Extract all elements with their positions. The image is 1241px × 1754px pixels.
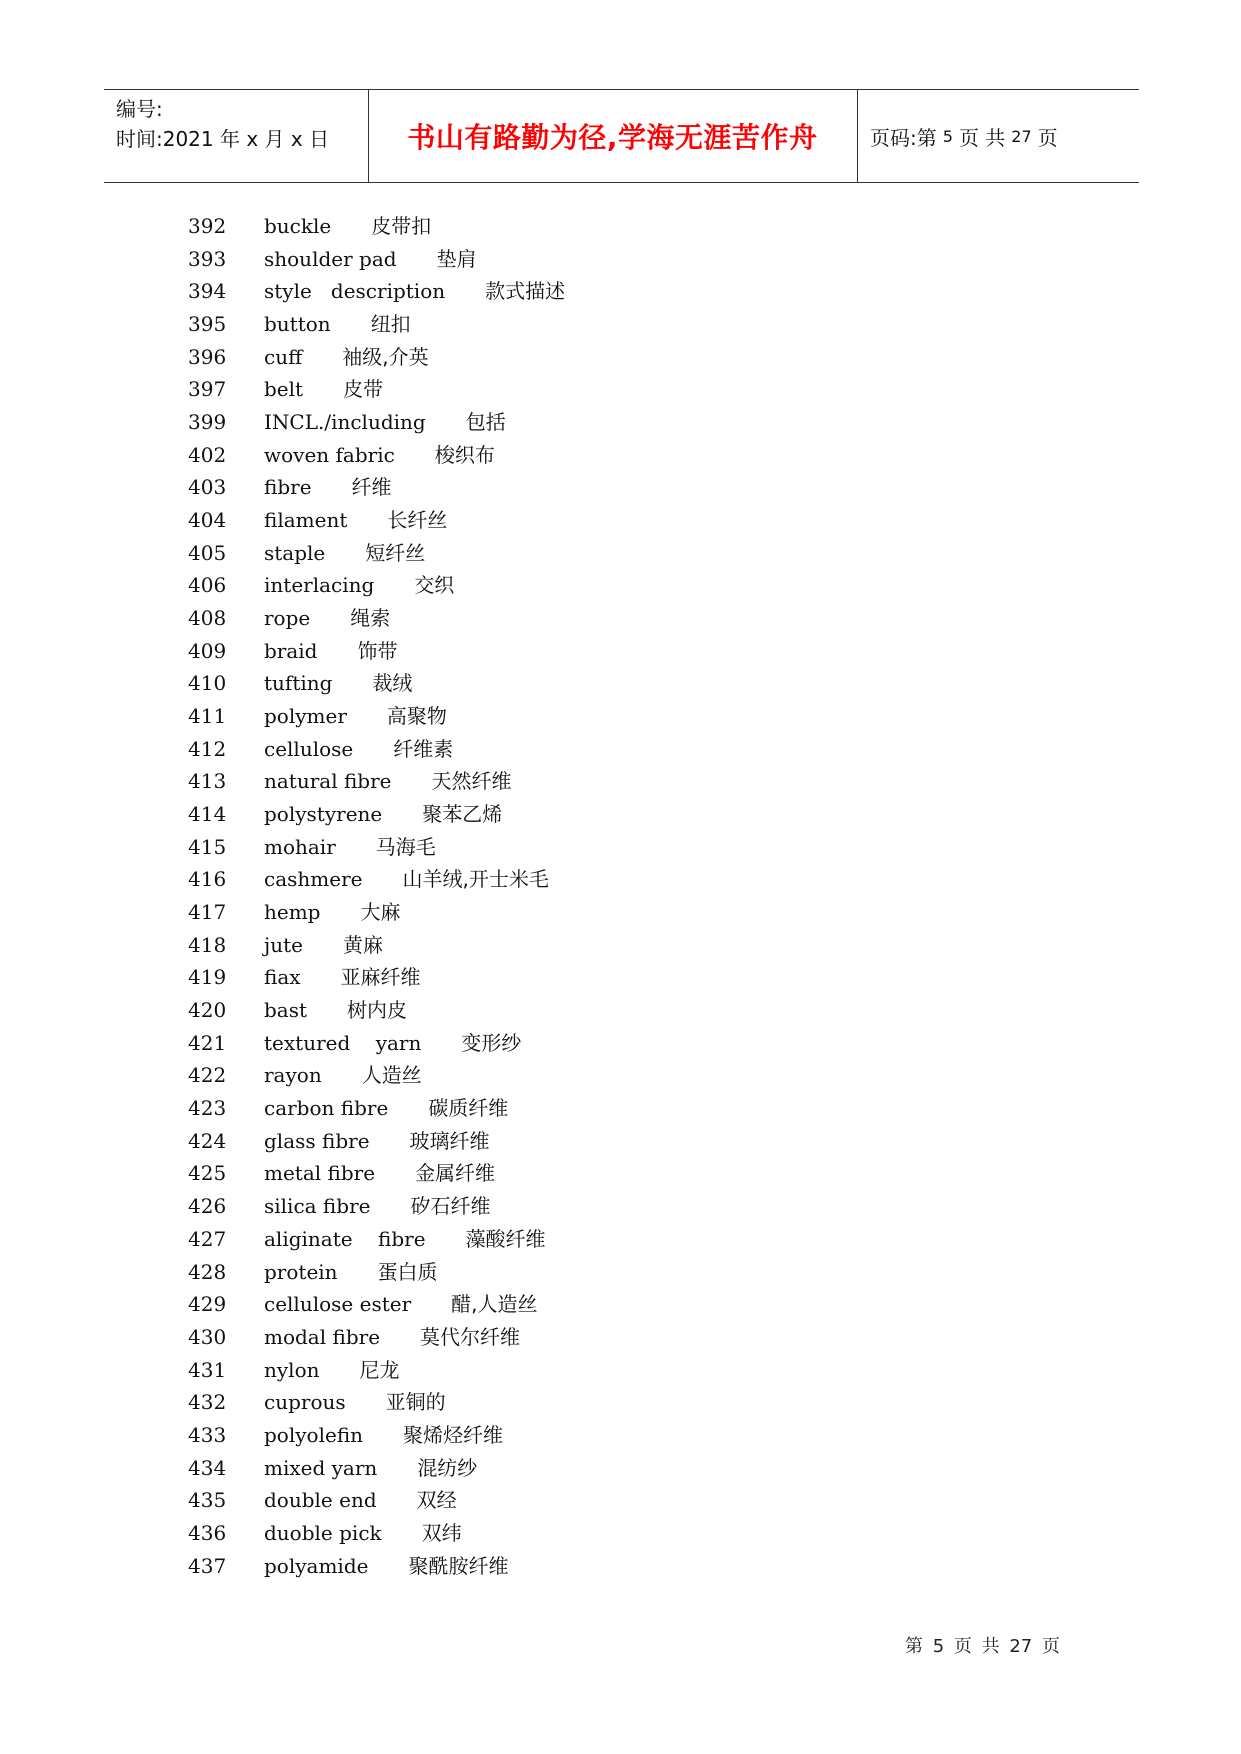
entry-chinese-term: 皮带: [343, 377, 384, 402]
vocab-entry: [188, 373, 565, 406]
entry-chinese-term: 聚苯乙烯: [422, 802, 503, 827]
vocab-entry: [188, 863, 565, 896]
entry-english-term: carbon fibre: [264, 1096, 389, 1121]
vocab-entry: [188, 406, 565, 439]
vocab-entry: [188, 1190, 565, 1223]
entry-number: 411: [188, 704, 227, 729]
entry-number: 420: [188, 998, 227, 1023]
page-prefix: 页码:第: [870, 125, 937, 150]
page-header: [104, 89, 1139, 183]
header-meta: [116, 94, 329, 154]
entry-chinese-term: 玻璃纤维: [409, 1128, 490, 1153]
entry-english-term: fiax: [264, 965, 301, 990]
entry-english-term: button: [264, 312, 331, 337]
page-footer: 第 5 页 共 27 页: [905, 1636, 1060, 1657]
entry-chinese-term: 变形纱: [461, 1030, 522, 1055]
vocab-entry: [188, 1288, 565, 1321]
entry-number: 413: [188, 769, 227, 794]
entry-chinese-term: 包括: [465, 410, 506, 435]
entry-number: 404: [188, 508, 227, 533]
entry-english-term: aliginate fibre: [264, 1226, 426, 1251]
entry-chinese-term: 双纬: [421, 1520, 462, 1545]
entry-english-term: mohair: [264, 834, 336, 859]
page-mid: 页 共: [958, 125, 1006, 150]
vocab-entry: [188, 569, 565, 602]
entry-number: 402: [188, 442, 227, 467]
entry-number: 426: [188, 1194, 227, 1219]
entry-chinese-term: 藻酸纤维: [465, 1226, 546, 1251]
vocab-entry: [188, 1027, 565, 1060]
header-motto: 书山有路勤为径,学海无涯苦作舟: [407, 121, 818, 154]
vocab-entry: [188, 275, 565, 308]
entry-chinese-term: 款式描述: [485, 279, 566, 304]
entry-chinese-term: 绳索: [350, 606, 391, 631]
vocab-entry: [188, 1059, 565, 1092]
entry-chinese-term: 长纤丝: [387, 508, 448, 533]
vocab-entry: [188, 700, 565, 733]
vocabulary-list: [188, 210, 565, 1582]
entry-number: 422: [188, 1063, 227, 1088]
vocab-entry: [188, 504, 565, 537]
vocab-entry: [188, 1354, 565, 1387]
time-label: 时间:2021 年 x 月 x 日: [116, 127, 330, 151]
entry-english-term: filament: [264, 508, 348, 533]
entry-number: 428: [188, 1259, 227, 1284]
entry-chinese-term: 纤维: [351, 475, 392, 500]
entry-english-term: textured yarn: [264, 1030, 422, 1055]
entry-english-term: INCL./including: [264, 410, 426, 435]
vocab-entry: [188, 1386, 565, 1419]
entry-number: 410: [188, 671, 227, 696]
entry-chinese-term: 裁绒: [372, 671, 413, 696]
vocab-entry: [188, 1419, 565, 1452]
entry-english-term: cuff: [264, 344, 303, 369]
vocab-entry: [188, 243, 565, 276]
entry-number: 392: [188, 214, 227, 238]
vocab-entry: [188, 831, 565, 864]
vocab-entry: [188, 798, 565, 831]
entry-number: 430: [188, 1324, 227, 1349]
entry-number: 436: [188, 1520, 227, 1545]
entry-number: 395: [188, 312, 227, 337]
vocab-entry: [188, 1321, 565, 1354]
entry-number: 434: [188, 1455, 227, 1480]
entry-chinese-term: 黄麻: [342, 932, 383, 957]
vocab-entry: [188, 1256, 565, 1289]
vocab-entry: [188, 1550, 565, 1583]
entry-english-term: buckle: [264, 214, 332, 238]
vocab-entry: [188, 733, 565, 766]
entry-chinese-term: 蛋白质: [377, 1259, 438, 1284]
entry-english-term: duoble pick: [264, 1520, 382, 1545]
entry-english-term: mixed yarn: [264, 1455, 378, 1480]
entry-english-term: metal fibre: [264, 1161, 376, 1186]
vocab-entry: [188, 1223, 565, 1256]
entry-chinese-term: 饰带: [357, 638, 398, 663]
vocab-entry: [188, 1092, 565, 1125]
entry-chinese-term: 纤维素: [393, 736, 454, 761]
entry-chinese-term: 莫代尔纤维: [420, 1324, 521, 1349]
entry-chinese-term: 树内皮: [347, 998, 408, 1023]
entry-english-term: polyamide: [264, 1553, 369, 1578]
entry-number: 406: [188, 573, 227, 598]
page-total: 27: [1011, 126, 1032, 146]
entry-chinese-term: 尼龙: [359, 1357, 400, 1382]
entry-number: 416: [188, 867, 227, 892]
entry-english-term: cashmere: [264, 867, 363, 892]
entry-english-term: hemp: [264, 900, 321, 925]
entry-chinese-term: 金属纤维: [415, 1161, 496, 1186]
entry-number: 414: [188, 802, 227, 827]
entry-chinese-term: 垫肩: [436, 246, 477, 271]
entry-english-term: staple: [264, 540, 326, 565]
entry-number: 403: [188, 475, 227, 500]
entry-number: 431: [188, 1357, 227, 1382]
vocab-entry: [188, 929, 565, 962]
entry-number: 419: [188, 965, 227, 990]
entry-chinese-term: 交织: [414, 573, 455, 598]
entry-number: 409: [188, 638, 227, 663]
vocab-entry: [188, 537, 565, 570]
entry-english-term: polyolefin: [264, 1422, 364, 1447]
entry-number: 421: [188, 1030, 227, 1055]
entry-chinese-term: 大麻: [360, 900, 401, 925]
entry-number: 437: [188, 1553, 227, 1578]
vocab-entry: [188, 1484, 565, 1517]
entry-english-term: modal fibre: [264, 1324, 381, 1349]
entry-english-term: cuprous: [264, 1390, 346, 1415]
entry-chinese-term: 天然纤维: [431, 769, 512, 794]
entry-chinese-term: 高聚物: [386, 704, 447, 729]
entry-english-term: fibre: [264, 475, 312, 500]
entry-number: 415: [188, 834, 227, 859]
vocab-entry: [188, 961, 565, 994]
entry-number: 423: [188, 1096, 227, 1121]
entry-english-term: tufting: [264, 671, 333, 696]
entry-number: 394: [188, 279, 227, 304]
entry-chinese-term: 醋,人造丝: [451, 1292, 538, 1317]
vocab-entry: [188, 1517, 565, 1550]
entry-english-term: woven fabric: [264, 442, 395, 467]
entry-number: 408: [188, 606, 227, 631]
entry-number: 432: [188, 1390, 227, 1415]
entry-number: 427: [188, 1226, 227, 1251]
entry-chinese-term: 混纺纱: [417, 1455, 478, 1480]
entry-chinese-term: 梭织布: [434, 442, 495, 467]
entry-chinese-term: 聚酰胺纤维: [408, 1553, 509, 1578]
entry-chinese-term: 亚铜的: [385, 1390, 446, 1415]
entry-chinese-term: 亚麻纤维: [340, 965, 421, 990]
entry-number: 397: [188, 377, 227, 402]
entry-english-term: rope: [264, 606, 311, 631]
vocab-entry: [188, 308, 565, 341]
entry-number: 393: [188, 246, 227, 271]
entry-chinese-term: 纽扣: [370, 312, 411, 337]
entry-chinese-term: 聚烯烃纤维: [403, 1422, 504, 1447]
entry-english-term: double end: [264, 1488, 377, 1513]
entry-chinese-term: 皮带扣: [371, 214, 432, 238]
entry-english-term: belt: [264, 377, 304, 402]
entry-chinese-term: 双经: [416, 1488, 457, 1513]
vocab-entry: [188, 1125, 565, 1158]
serial-label: 编号:: [116, 97, 163, 121]
entry-chinese-term: 山羊绒,开士米毛: [402, 867, 549, 892]
entry-number: 424: [188, 1128, 227, 1153]
entry-chinese-term: 马海毛: [375, 834, 436, 859]
entry-english-term: shoulder pad: [264, 246, 397, 271]
entry-english-term: nylon: [264, 1357, 320, 1382]
entry-number: 399: [188, 410, 227, 435]
vocab-entry: [188, 635, 565, 668]
entry-english-term: rayon: [264, 1063, 322, 1088]
entry-chinese-term: 碳质纤维: [428, 1096, 509, 1121]
entry-english-term: polymer: [264, 704, 347, 729]
entry-english-term: style description: [264, 279, 446, 304]
entry-chinese-term: 矽石纤维: [410, 1194, 491, 1219]
entry-number: 412: [188, 736, 227, 761]
entry-chinese-term: 短纤丝: [365, 540, 426, 565]
vocab-entry: [188, 439, 565, 472]
vocab-entry: [188, 471, 565, 504]
vocab-entry: [188, 896, 565, 929]
entry-english-term: cellulose ester: [264, 1292, 412, 1317]
vocab-entry: [188, 1452, 565, 1485]
entry-number: 405: [188, 540, 227, 565]
header-page-info: [870, 90, 1058, 182]
header-divider: [857, 90, 858, 182]
vocab-entry: [188, 667, 565, 700]
vocab-entry: [188, 1157, 565, 1190]
entry-english-term: cellulose: [264, 736, 354, 761]
entry-number: 435: [188, 1488, 227, 1513]
entry-english-term: natural fibre: [264, 769, 392, 794]
entry-english-term: protein: [264, 1259, 338, 1284]
vocab-entry: [188, 210, 565, 243]
entry-english-term: bast: [264, 998, 308, 1023]
entry-english-term: polystyrene: [264, 802, 383, 827]
entry-english-term: jute: [264, 932, 303, 957]
vocab-entry: [188, 994, 565, 1027]
entry-number: 433: [188, 1422, 227, 1447]
page-suffix: 页: [1037, 125, 1058, 150]
entry-number: 425: [188, 1161, 227, 1186]
entry-chinese-term: 袖级,介英: [342, 344, 429, 369]
entry-english-term: silica fibre: [264, 1194, 371, 1219]
entry-chinese-term: 人造丝: [361, 1063, 422, 1088]
entry-number: 417: [188, 900, 227, 925]
page-current: 5: [942, 126, 953, 146]
entry-english-term: glass fibre: [264, 1128, 370, 1153]
entry-english-term: braid: [264, 638, 318, 663]
vocab-entry: [188, 341, 565, 374]
vocab-entry: [188, 765, 565, 798]
entry-english-term: interlacing: [264, 573, 375, 598]
entry-number: 396: [188, 344, 227, 369]
entry-number: 429: [188, 1292, 227, 1317]
vocab-entry: [188, 602, 565, 635]
entry-number: 418: [188, 932, 227, 957]
